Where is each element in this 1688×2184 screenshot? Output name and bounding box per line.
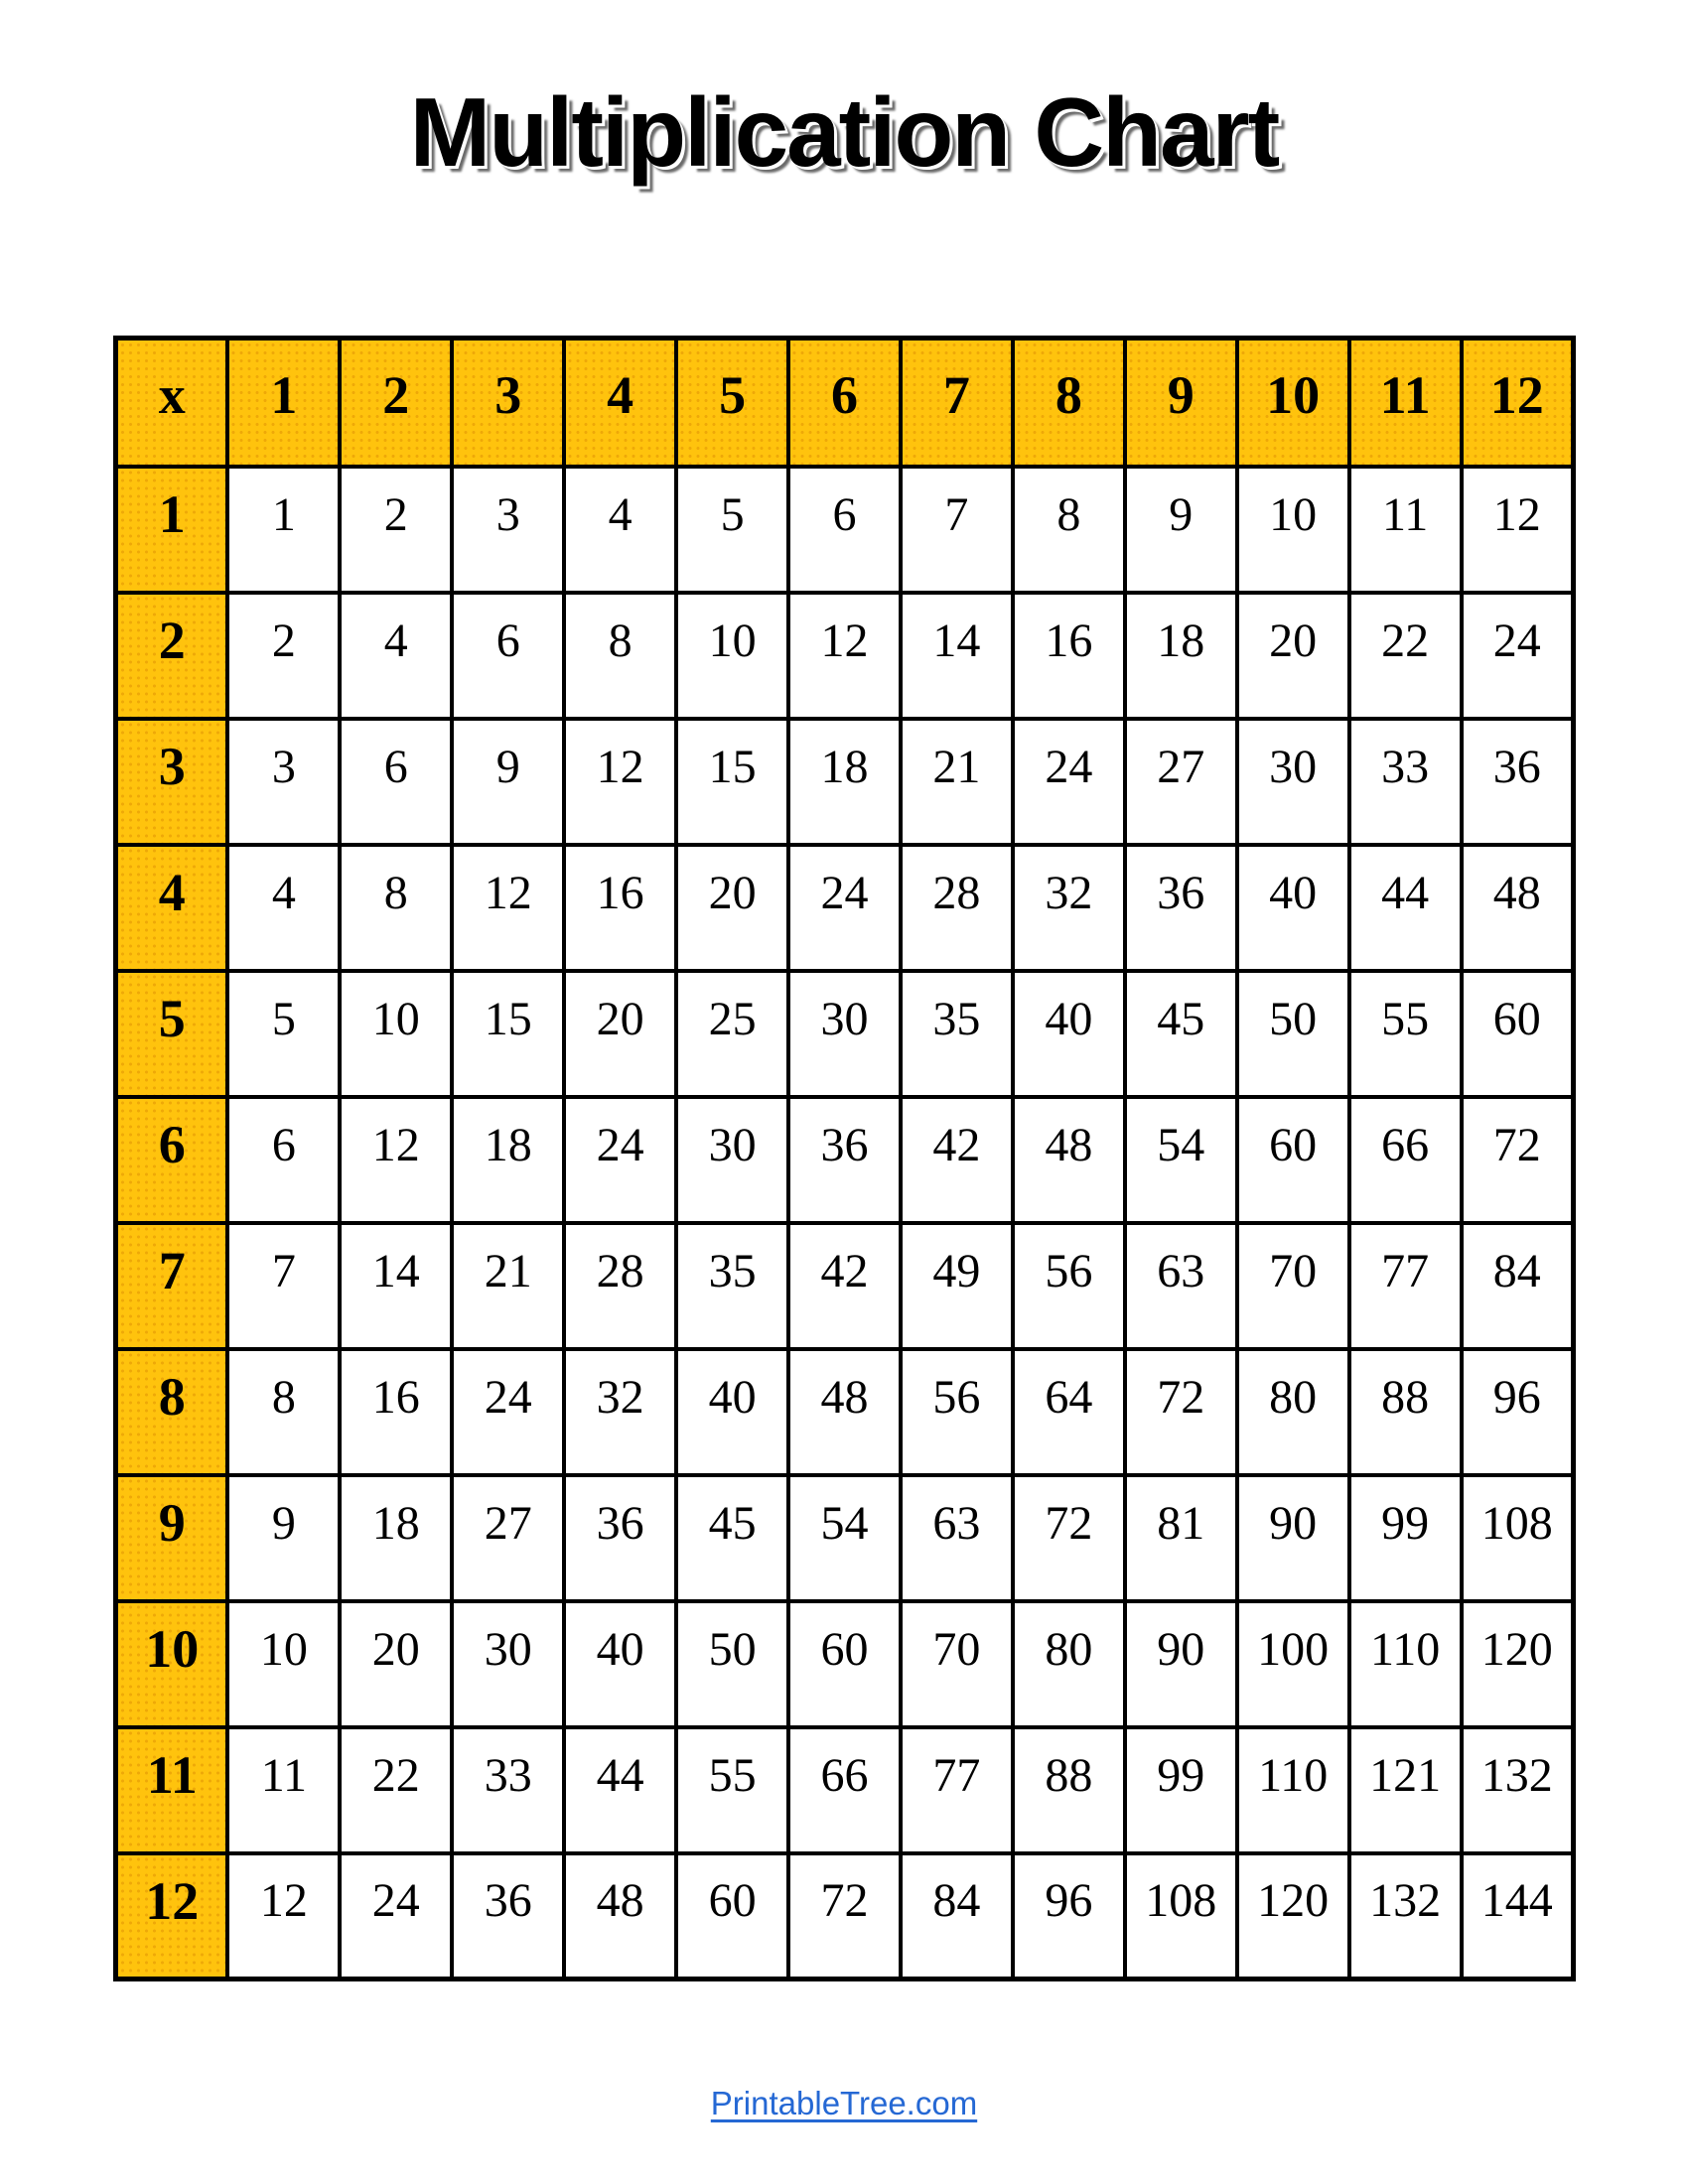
cell-1x12: 12	[1462, 467, 1574, 593]
row-header-3: 3	[116, 719, 228, 845]
cell-2x4: 8	[564, 593, 676, 719]
table-row	[116, 593, 1574, 719]
column-header-1: 1	[227, 339, 340, 467]
cell-11x3: 33	[452, 1727, 564, 1853]
cell-7x7: 49	[901, 1223, 1013, 1349]
column-header-10: 10	[1237, 339, 1349, 467]
cell-1x4: 4	[564, 467, 676, 593]
cell-8x8: 64	[1013, 1349, 1125, 1475]
cell-6x7: 42	[901, 1097, 1013, 1223]
cell-8x4: 32	[564, 1349, 676, 1475]
table-row	[116, 1601, 1574, 1727]
cell-11x4: 44	[564, 1727, 676, 1853]
cell-3x3: 9	[452, 719, 564, 845]
cell-6x8: 48	[1013, 1097, 1125, 1223]
cell-12x1: 12	[227, 1853, 340, 1979]
cell-4x10: 40	[1237, 845, 1349, 971]
cell-12x7: 84	[901, 1853, 1013, 1979]
cell-11x1: 11	[227, 1727, 340, 1853]
cell-11x10: 110	[1237, 1727, 1349, 1853]
cell-9x8: 72	[1013, 1475, 1125, 1601]
cell-2x9: 18	[1125, 593, 1237, 719]
table-body	[116, 467, 1574, 1979]
cell-4x8: 32	[1013, 845, 1125, 971]
cell-6x9: 54	[1125, 1097, 1237, 1223]
cell-12x3: 36	[452, 1853, 564, 1979]
cell-10x2: 20	[340, 1601, 452, 1727]
cell-11x2: 22	[340, 1727, 452, 1853]
cell-6x11: 66	[1349, 1097, 1462, 1223]
row-header-9: 9	[116, 1475, 228, 1601]
cell-11x9: 99	[1125, 1727, 1237, 1853]
cell-5x12: 60	[1462, 971, 1574, 1097]
row-header-2: 2	[116, 593, 228, 719]
footer	[0, 2085, 1688, 2122]
cell-6x12: 72	[1462, 1097, 1574, 1223]
cell-4x11: 44	[1349, 845, 1462, 971]
cell-5x11: 55	[1349, 971, 1462, 1097]
column-header-9: 9	[1125, 339, 1237, 467]
cell-11x12: 132	[1462, 1727, 1574, 1853]
table-row	[116, 845, 1574, 971]
cell-3x9: 27	[1125, 719, 1237, 845]
cell-7x1: 7	[227, 1223, 340, 1349]
column-header-7: 7	[901, 339, 1013, 467]
table-row	[116, 719, 1574, 845]
table-head	[116, 339, 1574, 467]
table-row	[116, 1727, 1574, 1853]
cell-3x1: 3	[227, 719, 340, 845]
column-header-12: 12	[1462, 339, 1574, 467]
column-header-6: 6	[788, 339, 901, 467]
cell-4x7: 28	[901, 845, 1013, 971]
multiplication-table	[113, 336, 1576, 1981]
cell-2x2: 4	[340, 593, 452, 719]
cell-1x1: 1	[227, 467, 340, 593]
cell-12x5: 60	[676, 1853, 788, 1979]
cell-4x3: 12	[452, 845, 564, 971]
column-header-4: 4	[564, 339, 676, 467]
cell-8x12: 96	[1462, 1349, 1574, 1475]
cell-5x1: 5	[227, 971, 340, 1097]
cell-8x6: 48	[788, 1349, 901, 1475]
cell-1x9: 9	[1125, 467, 1237, 593]
cell-11x8: 88	[1013, 1727, 1125, 1853]
cell-9x3: 27	[452, 1475, 564, 1601]
cell-8x7: 56	[901, 1349, 1013, 1475]
cell-5x8: 40	[1013, 971, 1125, 1097]
cell-6x3: 18	[452, 1097, 564, 1223]
cell-1x5: 5	[676, 467, 788, 593]
cell-12x2: 24	[340, 1853, 452, 1979]
cell-6x5: 30	[676, 1097, 788, 1223]
cell-3x2: 6	[340, 719, 452, 845]
cell-10x1: 10	[227, 1601, 340, 1727]
table-row	[116, 1097, 1574, 1223]
cell-4x4: 16	[564, 845, 676, 971]
table-row	[116, 467, 1574, 593]
cell-4x5: 20	[676, 845, 788, 971]
cell-5x10: 50	[1237, 971, 1349, 1097]
cell-2x11: 22	[1349, 593, 1462, 719]
cell-1x8: 8	[1013, 467, 1125, 593]
cell-3x8: 24	[1013, 719, 1125, 845]
cell-1x3: 3	[452, 467, 564, 593]
cell-5x9: 45	[1125, 971, 1237, 1097]
row-header-4: 4	[116, 845, 228, 971]
cell-2x8: 16	[1013, 593, 1125, 719]
cell-12x11: 132	[1349, 1853, 1462, 1979]
cell-2x1: 2	[227, 593, 340, 719]
cell-9x7: 63	[901, 1475, 1013, 1601]
cell-5x4: 20	[564, 971, 676, 1097]
row-header-1: 1	[116, 467, 228, 593]
cell-8x3: 24	[452, 1349, 564, 1475]
cell-2x10: 20	[1237, 593, 1349, 719]
cell-7x9: 63	[1125, 1223, 1237, 1349]
row-header-8: 8	[116, 1349, 228, 1475]
cell-7x12: 84	[1462, 1223, 1574, 1349]
cell-6x10: 60	[1237, 1097, 1349, 1223]
cell-12x12: 144	[1462, 1853, 1574, 1979]
cell-12x10: 120	[1237, 1853, 1349, 1979]
column-header-11: 11	[1349, 339, 1462, 467]
row-header-10: 10	[116, 1601, 228, 1727]
cell-2x12: 24	[1462, 593, 1574, 719]
corner-cell-x: x	[116, 339, 228, 467]
cell-8x1: 8	[227, 1349, 340, 1475]
cell-6x2: 12	[340, 1097, 452, 1223]
cell-3x6: 18	[788, 719, 901, 845]
cell-8x11: 88	[1349, 1349, 1462, 1475]
cell-1x2: 2	[340, 467, 452, 593]
cell-1x11: 11	[1349, 467, 1462, 593]
cell-9x10: 90	[1237, 1475, 1349, 1601]
cell-1x6: 6	[788, 467, 901, 593]
cell-4x12: 48	[1462, 845, 1574, 971]
row-header-12: 12	[116, 1853, 228, 1979]
cell-5x5: 25	[676, 971, 788, 1097]
cell-5x3: 15	[452, 971, 564, 1097]
column-header-2: 2	[340, 339, 452, 467]
cell-4x9: 36	[1125, 845, 1237, 971]
cell-10x11: 110	[1349, 1601, 1462, 1727]
cell-10x7: 70	[901, 1601, 1013, 1727]
cell-6x4: 24	[564, 1097, 676, 1223]
cell-9x12: 108	[1462, 1475, 1574, 1601]
cell-7x5: 35	[676, 1223, 788, 1349]
column-header-3: 3	[452, 339, 564, 467]
header-row	[116, 339, 1574, 467]
cell-7x10: 70	[1237, 1223, 1349, 1349]
row-header-6: 6	[116, 1097, 228, 1223]
cell-9x9: 81	[1125, 1475, 1237, 1601]
cell-11x11: 121	[1349, 1727, 1462, 1853]
cell-12x8: 96	[1013, 1853, 1125, 1979]
cell-2x5: 10	[676, 593, 788, 719]
cell-7x8: 56	[1013, 1223, 1125, 1349]
cell-9x1: 9	[227, 1475, 340, 1601]
page-title: Multiplication Chart	[409, 77, 1279, 187]
row-header-7: 7	[116, 1223, 228, 1349]
cell-1x7: 7	[901, 467, 1013, 593]
cell-5x7: 35	[901, 971, 1013, 1097]
cell-7x11: 77	[1349, 1223, 1462, 1349]
column-header-5: 5	[676, 339, 788, 467]
cell-10x9: 90	[1125, 1601, 1237, 1727]
table-row	[116, 1853, 1574, 1979]
cell-8x5: 40	[676, 1349, 788, 1475]
column-header-8: 8	[1013, 339, 1125, 467]
cell-2x3: 6	[452, 593, 564, 719]
printabletree-link[interactable]: PrintableTree.com	[710, 2085, 978, 2121]
cell-5x2: 10	[340, 971, 452, 1097]
cell-10x12: 120	[1462, 1601, 1574, 1727]
table-row	[116, 1475, 1574, 1601]
table-row	[116, 971, 1574, 1097]
cell-9x6: 54	[788, 1475, 901, 1601]
cell-8x2: 16	[340, 1349, 452, 1475]
row-header-5: 5	[116, 971, 228, 1097]
cell-7x6: 42	[788, 1223, 901, 1349]
cell-5x6: 30	[788, 971, 901, 1097]
cell-11x5: 55	[676, 1727, 788, 1853]
cell-10x4: 40	[564, 1601, 676, 1727]
cell-4x6: 24	[788, 845, 901, 971]
cell-9x4: 36	[564, 1475, 676, 1601]
cell-7x2: 14	[340, 1223, 452, 1349]
cell-3x11: 33	[1349, 719, 1462, 845]
cell-1x10: 10	[1237, 467, 1349, 593]
cell-3x12: 36	[1462, 719, 1574, 845]
cell-11x7: 77	[901, 1727, 1013, 1853]
cell-7x3: 21	[452, 1223, 564, 1349]
cell-4x2: 8	[340, 845, 452, 971]
cell-12x9: 108	[1125, 1853, 1237, 1979]
cell-9x2: 18	[340, 1475, 452, 1601]
cell-9x11: 99	[1349, 1475, 1462, 1601]
cell-2x7: 14	[901, 593, 1013, 719]
cell-8x10: 80	[1237, 1349, 1349, 1475]
row-header-11: 11	[116, 1727, 228, 1853]
cell-3x7: 21	[901, 719, 1013, 845]
cell-8x9: 72	[1125, 1349, 1237, 1475]
cell-7x4: 28	[564, 1223, 676, 1349]
cell-10x10: 100	[1237, 1601, 1349, 1727]
cell-10x8: 80	[1013, 1601, 1125, 1727]
table-row	[116, 1349, 1574, 1475]
cell-11x6: 66	[788, 1727, 901, 1853]
cell-3x4: 12	[564, 719, 676, 845]
cell-6x1: 6	[227, 1097, 340, 1223]
cell-12x4: 48	[564, 1853, 676, 1979]
cell-10x3: 30	[452, 1601, 564, 1727]
cell-3x10: 30	[1237, 719, 1349, 845]
cell-10x5: 50	[676, 1601, 788, 1727]
cell-12x6: 72	[788, 1853, 901, 1979]
cell-3x5: 15	[676, 719, 788, 845]
cell-2x6: 12	[788, 593, 901, 719]
cell-6x6: 36	[788, 1097, 901, 1223]
cell-9x5: 45	[676, 1475, 788, 1601]
table-row	[116, 1223, 1574, 1349]
cell-10x6: 60	[788, 1601, 901, 1727]
cell-4x1: 4	[227, 845, 340, 971]
